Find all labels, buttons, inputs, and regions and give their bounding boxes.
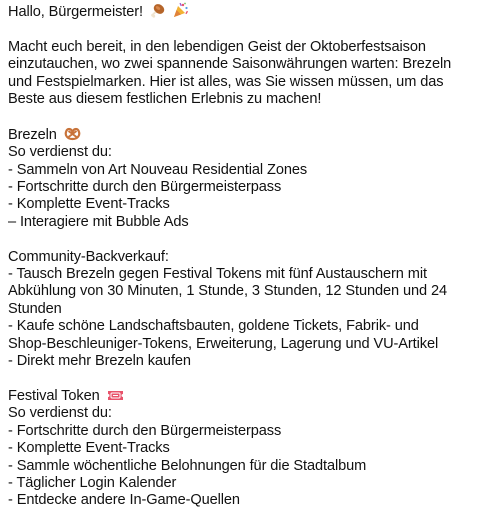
- list-item: - Fortschritte durch den Bürgermeisterpass: [8, 422, 282, 439]
- list-item: - Komplette Event-Tracks: [8, 440, 170, 457]
- intro-line: und Festspielmarken. Hier ist alles, was Sie wissen müssen, um das: [8, 73, 444, 90]
- intro-line: Beste aus diesem festlichen Erlebnis zu machen!: [8, 91, 322, 108]
- brezeln-how-to-earn: So verdienst du:: [8, 144, 112, 161]
- list-item: - Komplette Event-Tracks: [8, 196, 170, 213]
- festival-token-title: Festival Token: [8, 387, 100, 404]
- list-item: Abkühlung von 30 Minuten, 1 Stunde, 3 Stunden, 12 Stunden und 24: [8, 283, 448, 300]
- greeting-line: [8, 2, 478, 21]
- list-item: - Sammle wöchentliche Belohnungen für die Stadtalbum: [8, 457, 367, 474]
- list-item: - Kaufe schöne Landschaftsbauten, goldene Tickets, Fabrik- und: [8, 318, 419, 335]
- brezeln-section: [8, 126, 478, 231]
- ticket-icon: [107, 389, 124, 402]
- brezeln-title: Brezeln: [8, 126, 57, 143]
- party-popper-icon: [173, 2, 189, 18]
- brezeln-heading: [8, 126, 478, 144]
- list-item: Stunden: [8, 300, 62, 317]
- list-item: - Täglicher Login Kalender: [8, 474, 177, 491]
- community-title: Community-Backverkauf:: [8, 248, 169, 265]
- festival-token-heading: [8, 388, 478, 405]
- festival-token-section: [8, 388, 478, 510]
- community-section: [8, 249, 478, 371]
- list-item: Shop-Beschleuniger-Tokens, Erweiterung, Lagerung und VU-Artikel: [8, 335, 439, 352]
- pretzel-icon: [64, 126, 81, 141]
- list-item: - Sammeln von Art Nouveau Residential Zones: [8, 161, 308, 178]
- list-item: – Interagiere mit Bubble Ads: [8, 213, 189, 230]
- intro-paragraph: [8, 39, 478, 109]
- list-item: - Direkt mehr Brezeln kaufen: [8, 353, 191, 370]
- intro-line: einzutauchen, wo zwei spannende Saisonwährungen warten: Brezeln: [8, 56, 452, 73]
- intro-line: Macht euch bereit, in den lebendigen Geist der Oktoberfestsaison: [8, 38, 426, 55]
- festival-token-how-to-earn: So verdienst du:: [8, 405, 112, 422]
- list-item: - Tausch Brezeln gegen Festival Tokens mit fünf Austauschern mit: [8, 266, 427, 283]
- chicken-leg-icon: [150, 2, 166, 18]
- list-item: - Entdecke andere In-Game-Quellen: [8, 492, 240, 509]
- greeting-text: Hallo, Bürgermeister!: [8, 4, 143, 20]
- list-item: - Fortschritte durch den Bürgermeisterpass: [8, 179, 282, 196]
